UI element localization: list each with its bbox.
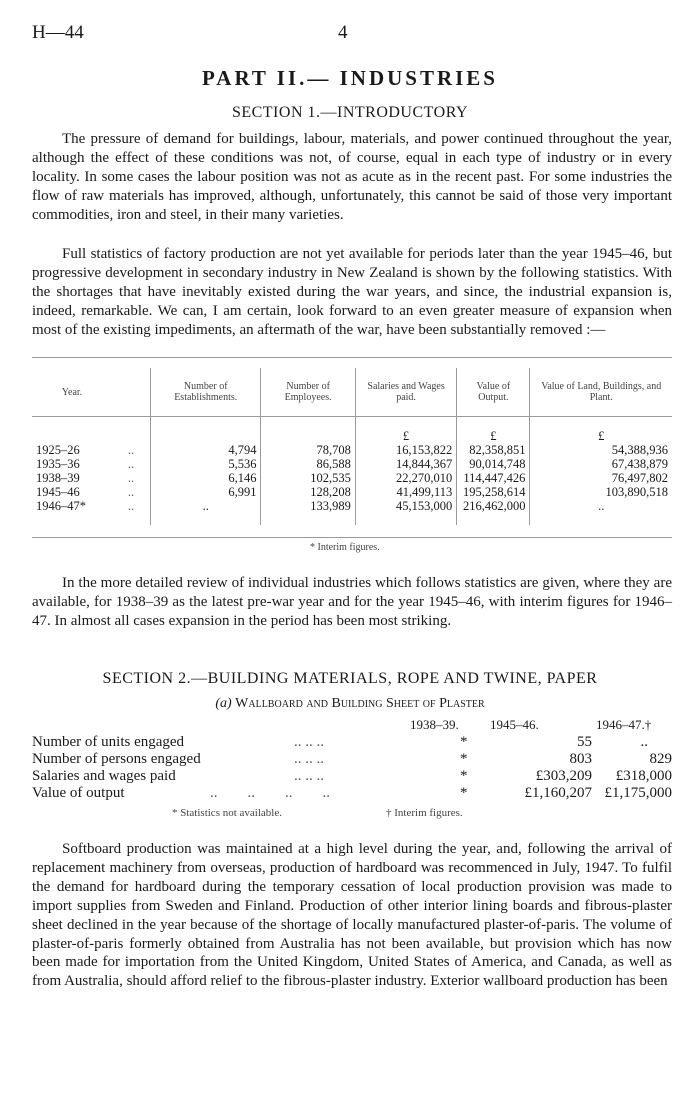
land-cell: 76,497,802 [530, 471, 672, 485]
col-head-1945: 1945–46. [490, 717, 539, 732]
section2-title: SECTION 2.—BUILDING MATERIALS, ROPE AND TWINE, PAPER [102, 670, 598, 687]
section2-subtitle [0, 696, 700, 712]
salaries-cell: 14,844,367 [355, 457, 456, 471]
employees-cell: 86,588 [261, 457, 355, 471]
output-cell: 82,358,851 [457, 443, 530, 457]
establishments-cell: 4,794 [151, 443, 261, 457]
year-cell: 1945–46 [36, 485, 80, 499]
dots-cell: .. [127, 443, 135, 457]
value-1938: * [460, 785, 468, 801]
value-1945: £303,209 [535, 768, 592, 784]
unit-cell [112, 417, 151, 444]
page-code: H—44 [32, 22, 84, 43]
value-1946: £1,175,000 [604, 785, 672, 801]
unit-cell [151, 417, 261, 444]
section1-paragraph-3: In the more detailed review of individual industries which follows statistics are given, where they are available, for 1938–39 as the latest pre-war year and for the year 1945–46, with interim figures for 1946–47. In almost all cases expansion in the period has been most striking. [32, 575, 672, 629]
salaries-cell: 41,499,113 [355, 485, 456, 499]
row-label: Number of persons engaged [32, 751, 201, 767]
land-cell: 67,438,879 [530, 457, 672, 471]
subtitle-prefix: (a) [215, 696, 232, 711]
value-1938: * [460, 751, 468, 767]
table-bottom-rule [32, 537, 672, 538]
salaries-cell: 22,270,010 [355, 471, 456, 485]
value-1945: 55 [577, 734, 592, 750]
wallboard-row [32, 768, 672, 785]
wallboard-footnote-b: † Interim figures. [386, 807, 463, 819]
leader-dots: .. .. .. .. [210, 785, 330, 801]
output-cell: 90,014,748 [457, 457, 530, 471]
unit-cell: £ [355, 417, 456, 444]
leader-dots: .. .. .. [294, 751, 324, 767]
land-cell: 54,388,936 [530, 443, 672, 457]
land-cell: .. [530, 499, 672, 525]
table-row [32, 499, 672, 525]
section1-paragraph-1: The pressure of demand for buildings, labour, materials, and power continued throughout the year, although the effect of these conditions was not, of course, equal in each type of industry or in every locality. In some cases the labour position was not as acute as in the recent past. For some industries the flow of raw materials has improved, although, unfortunately, this cannot be said of those very important commodities, iron and steel, in their many varieties. [32, 131, 672, 223]
col-header-establishments: Number of Establishments. [151, 368, 261, 417]
unit-cell [32, 417, 112, 444]
unit-cell: £ [457, 417, 530, 444]
output-cell: 216,462,000 [457, 499, 530, 525]
section1-title: SECTION 1.—INTRODUCTORY [231, 104, 469, 121]
employees-cell: 128,208 [261, 485, 355, 499]
section2-paragraph-1: Softboard production was maintained at a high level during the year, and, following the arrival of replacement machinery from overseas, production of hardboard was recommenced in July, 1947. To fulfil the demand for hardboard during the temporary cessation of local production provision was made to import supplies from Sweden and Finland. Production of other interior lining boards and fibrous-plaster sheet declined in the year because of the shortage of locally manufactured plaster-of-paris. The volume of plaster-of-paris formerly obtained from Australia has not been available, but provision which has now been made for importation from the United Kingdom, United States of America, and Canada, as well as from Australia, should afford relief to the fibrous-plaster industry. Exterior wallboard production has been [32, 841, 672, 990]
row-label: Value of output [32, 785, 125, 801]
salaries-cell: 16,153,822 [355, 443, 456, 457]
wallboard-row [32, 751, 672, 768]
year-cell: 1938–39 [36, 471, 80, 485]
table-footnote: * Interim figures. [310, 542, 380, 553]
table-row [32, 471, 672, 485]
col-header-salaries: Salaries and Wages paid. [355, 368, 456, 417]
col-header-output: Value of Output. [457, 368, 530, 417]
table-top-rule [32, 357, 672, 358]
year-cell: 1925–26 [36, 443, 80, 457]
salaries-cell: 45,153,000 [355, 499, 456, 525]
table-row [32, 485, 672, 499]
row-label: Number of units engaged [32, 734, 185, 750]
value-1946: .. [640, 734, 648, 750]
wallboard-table [32, 734, 672, 802]
output-cell: 114,447,426 [457, 471, 530, 485]
employees-cell: 133,989 [261, 499, 355, 525]
dots-cell: .. [127, 457, 135, 471]
value-1945: £1,160,207 [524, 785, 592, 801]
value-1938: * [460, 734, 468, 750]
dots-cell: .. [127, 499, 135, 513]
value-1938: * [460, 768, 468, 784]
leader-dots: .. .. .. [294, 768, 324, 784]
establishments-cell: 5,536 [151, 457, 261, 471]
land-cell: 103,890,518 [530, 485, 672, 499]
subtitle-text: Wallboard and Building Sheet of Plaster [235, 696, 485, 711]
year-cell: 1935–36 [36, 457, 80, 471]
establishments-cell: 6,146 [151, 471, 261, 485]
part-title: PART II.— INDUSTRIES [202, 66, 498, 90]
establishments-cell: 6,991 [151, 485, 261, 499]
table-header-row [32, 368, 672, 417]
col-head-1946: 1946–47.† [596, 717, 652, 732]
table-unit-row [32, 417, 672, 444]
unit-cell [261, 417, 355, 444]
employees-cell: 78,708 [261, 443, 355, 457]
value-1946: 829 [649, 751, 672, 767]
col-head-1938: 1938–39. [410, 717, 459, 732]
wallboard-footnote-a: * Statistics not available. [172, 807, 282, 819]
unit-cell: £ [530, 417, 672, 444]
employees-cell: 102,535 [261, 471, 355, 485]
year-cell: 1946–47* [36, 499, 86, 513]
section1-paragraph-2: Full statistics of factory production are not yet available for periods later than the year 1945–46, but progressive development in secondary industry in New Zealand is shown by the following statistics. With the shortages that have inevitably existed during the war years, and since, the industrial expansion is, indeed, remarkable. We can, I am certain, look forward to an even greater measure of expansion when most of the existing impediments, an aftermath of the war, have been substantially removed :— [32, 246, 672, 338]
row-label: Salaries and wages paid [32, 768, 176, 784]
page-number: 4 [338, 22, 348, 43]
table-row [32, 443, 672, 457]
establishments-cell: .. [151, 499, 261, 525]
col-header-employees: Number of Employees. [261, 368, 355, 417]
value-1945: 803 [569, 751, 592, 767]
output-cell: 195,258,614 [457, 485, 530, 499]
value-1946: £318,000 [615, 768, 672, 784]
dots-cell: .. [127, 485, 135, 499]
table-row [32, 457, 672, 471]
dots-cell: .. [127, 471, 135, 485]
wallboard-row [32, 785, 672, 802]
wallboard-row [32, 734, 672, 751]
col-header-land: Value of Land, Buildings, and Plant. [530, 368, 672, 417]
leader-dots: .. .. .. [294, 734, 324, 750]
statistics-table [32, 368, 672, 525]
col-header-year: Year. [32, 368, 112, 417]
col-header-dots [112, 368, 151, 417]
